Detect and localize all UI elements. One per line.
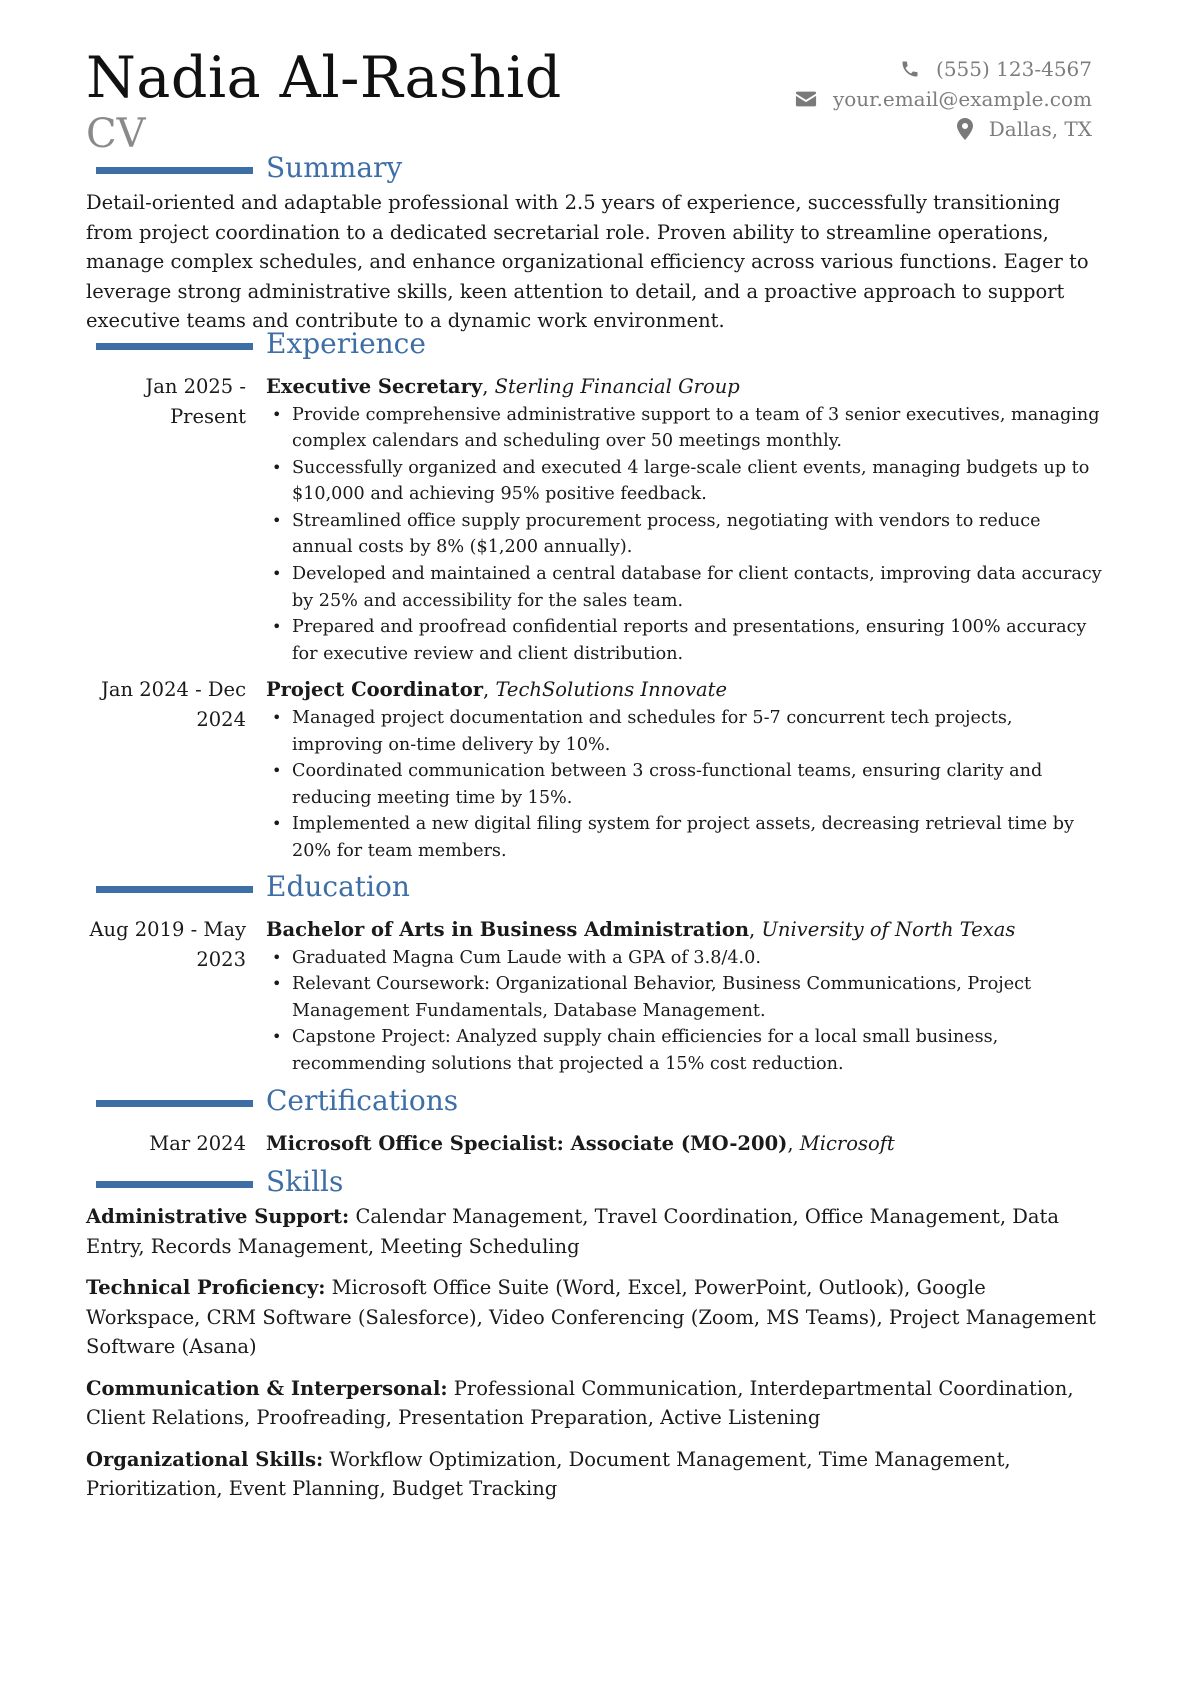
skill-group-label: Organizational Skills: [86, 1447, 324, 1471]
summary-text: Detail-oriented and adaptable professional with 2.5 years of experience, successfully transitioning from project coordination to a dedicated secretarial role. Proven ability to streamline operations, manage complex schedules, and enhance organizational efficiency across various functions. Eager to leverage strong administrative skills, keen attention to detail, and a proactive approach to support executive teams and contribute to a dynamic work environment. [86, 191, 1089, 332]
certifications-entry [86, 1129, 1106, 1159]
skills-groups [86, 1202, 1106, 1504]
list-item: • Coordinated communication between 3 cross-functional teams, ensuring clarity and reducing meeting time by 15%. [266, 758, 1106, 811]
section-title: Skills [266, 1165, 344, 1198]
skill-group [86, 1445, 1106, 1504]
entry-role: Project Coordinator [266, 678, 484, 702]
skill-group-items: Professional Communication, Interdepartmental Coordination, Client Relations, Proofreading, Presentation Preparation, Active Listening [86, 1376, 1074, 1429]
certifications-entries [86, 1129, 1106, 1159]
contact-block [795, 54, 1092, 144]
section-header [86, 870, 1106, 907]
entry-body [266, 1129, 1106, 1159]
entry-separator: , [482, 375, 495, 398]
entry-bullet-list [266, 402, 1106, 668]
skills-section [86, 1165, 1106, 1516]
entry-role: Executive Secretary [266, 375, 483, 398]
entry-role: Bachelor of Arts in Business Administration [266, 918, 750, 941]
certifications-section [86, 1084, 1106, 1159]
entry-separator: , [787, 1132, 800, 1155]
entry-organization: Sterling Financial Group [494, 375, 740, 398]
section-header [86, 1084, 1106, 1121]
education-entries [86, 915, 1106, 1077]
entry-separator: , [483, 678, 496, 702]
list-item: • Managed project documentation and schedules for 5-7 concurrent tech projects, improving on-time delivery by 10%. [266, 705, 1106, 758]
list-item: • Graduated Magna Cum Laude with a GPA of 3.8/4.0. [266, 945, 1106, 972]
entry-heading [266, 675, 1106, 705]
summary-section [86, 151, 1106, 336]
entry-date: Jan 2025 - Present [145, 375, 246, 428]
section-header [86, 151, 1106, 188]
entry-heading [266, 1129, 1106, 1159]
skill-group-label: Communication & Interpersonal: [86, 1376, 448, 1400]
location-pin-icon [957, 118, 973, 140]
skill-group [86, 1374, 1106, 1433]
section-accent-bar [96, 1100, 253, 1107]
list-item: • Streamlined office supply procurement process, negotiating with vendors to reduce annual costs by 8% ($1,200 annually). [266, 508, 1106, 561]
candidate-name: Nadia Al-Rashid [86, 45, 562, 111]
list-item: • Developed and maintained a central database for client contacts, improving data accuracy by 25% and accessibility for the sales team. [266, 561, 1106, 614]
section-accent-bar [96, 1181, 253, 1188]
list-item: • Relevant Coursework: Organizational Behavior, Business Communications, Project Management Fundamentals, Database Management. [266, 971, 1106, 1024]
experience-entries [86, 372, 1106, 865]
entry-organization: Microsoft [799, 1132, 895, 1155]
skill-group-items: Workflow Optimization, Document Management, Time Management, Prioritization, Event Planning, Budget Tracking [86, 1447, 1011, 1500]
experience-entry [86, 675, 1106, 864]
entry-role: Microsoft Office Specialist: Associate (MO-200) [266, 1132, 788, 1155]
section-header [86, 1165, 1106, 1202]
entry-body [266, 915, 1106, 1077]
education-entry [86, 915, 1106, 1077]
skill-group-items: Microsoft Office Suite (Word, Excel, PowerPoint, Outlook), Google Workspace, CRM Software (Salesforce), Video Conferencing (Zoom, MS Teams), Project Management Software (Asana) [86, 1276, 1096, 1358]
entry-date: Jan 2024 - Dec 2024 [101, 678, 246, 731]
section-title: Experience [266, 327, 426, 360]
contact-email [795, 84, 1092, 114]
contact-location [795, 114, 1092, 144]
list-item: • Implemented a new digital filing system for project assets, decreasing retrieval time by 20% for team members. [266, 811, 1106, 864]
section-accent-bar [96, 167, 253, 174]
entry-organization: University of North Texas [761, 918, 1016, 941]
document-subtitle: CV [86, 111, 146, 157]
entry-date: Aug 2019 - May 2023 [89, 918, 246, 971]
entry-body [266, 675, 1106, 864]
skill-group-label: Technical Proficiency: [86, 1276, 326, 1299]
section-title: Summary [266, 151, 403, 184]
entry-body [266, 372, 1106, 667]
entry-date: Mar 2024 [149, 1132, 246, 1155]
entry-heading [266, 372, 1106, 402]
envelope-icon [795, 90, 817, 108]
section-accent-bar [96, 343, 253, 350]
phone-icon [900, 59, 920, 79]
entry-separator: , [749, 918, 762, 941]
skill-group-label: Administrative Support: [86, 1205, 350, 1228]
entry-bullet-list [266, 705, 1106, 865]
skill-group [86, 1273, 1106, 1362]
list-item: • Provide comprehensive administrative support to a team of 3 senior executives, managing complex calendars and scheduling over 50 meetings monthly. [266, 402, 1106, 455]
location-text: Dallas, TX [988, 117, 1092, 141]
list-item: • Capstone Project: Analyzed supply chain efficiencies for a local small business, recommending solutions that projected a 15% cost reduction. [266, 1024, 1106, 1077]
entry-heading [266, 915, 1106, 945]
email-text: your.email@example.com [832, 87, 1092, 111]
skill-group [86, 1202, 1106, 1261]
experience-section [86, 327, 1106, 865]
skill-group-items: Calendar Management, Travel Coordination, Office Management, Data Entry, Records Management, Meeting Scheduling [86, 1205, 1060, 1258]
section-accent-bar [96, 886, 253, 893]
list-item: • Successfully organized and executed 4 large-scale client events, managing budgets up to $10,000 and achieving 95% positive feedback. [266, 455, 1106, 508]
section-title: Certifications [266, 1084, 459, 1117]
education-section [86, 870, 1106, 1077]
contact-phone [795, 54, 1092, 84]
experience-entry [86, 372, 1106, 667]
entry-bullet-list [266, 945, 1106, 1078]
section-title: Education [266, 870, 410, 903]
section-header [86, 327, 1106, 364]
entry-organization: TechSolutions Innovate [495, 678, 727, 702]
list-item: • Prepared and proofread confidential reports and presentations, ensuring 100% accuracy for executive review and client distribution. [266, 614, 1106, 667]
phone-text: (555) 123-4567 [936, 57, 1092, 81]
